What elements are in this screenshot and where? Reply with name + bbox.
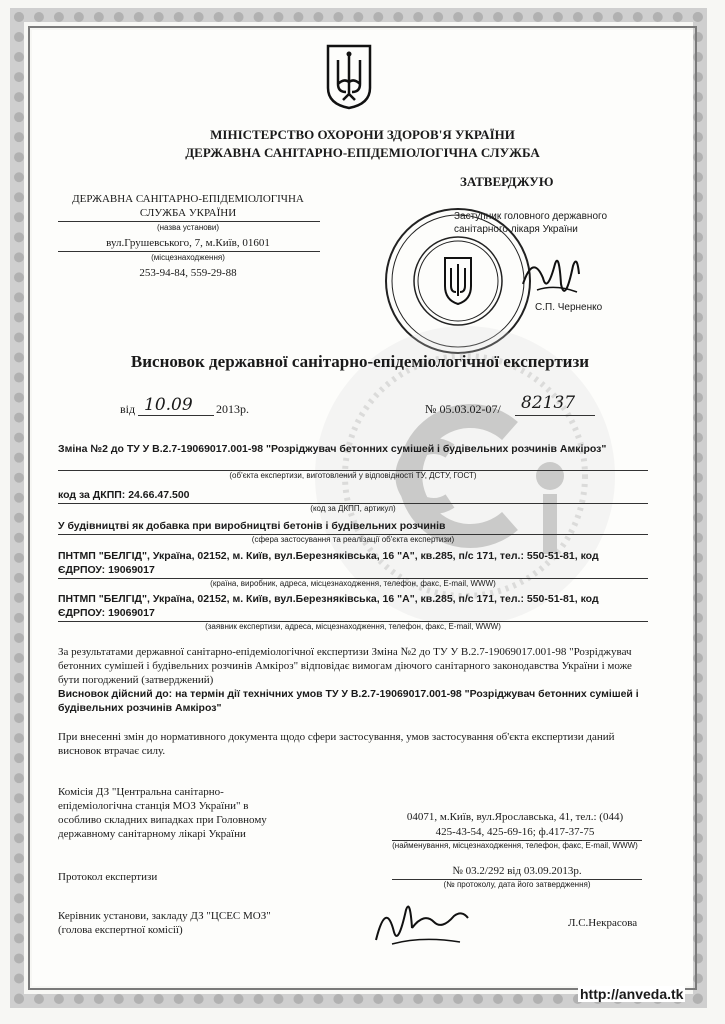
- protocol-label: Протокол експертизи: [58, 871, 158, 883]
- document-title: Висновок державної санітарно-епідеміологічної експертизи: [130, 352, 590, 371]
- protocol-caption: (№ протоколу, дата його затвердження): [443, 880, 591, 889]
- head-caption: (голова експертної комісії): [58, 924, 183, 936]
- head-signer: Л.С.Некрасова: [568, 917, 638, 929]
- issuer-address: вул.Грушевського, 7, м.Київ, 01601: [106, 237, 270, 249]
- commission-address-line2: 425-43-54, 425-69-16; ф.417-37-75: [435, 826, 595, 838]
- conclusion-paragraph: За результатами державної санітарно-епідеміологічної експертизи Зміна №2 до ТУ У В.2.7-19069017.001-98 "Розріджувач бетонних сумішей і будівельних розчинів Амкіроз" відповідає вимогам діючого санітарного законодавства України і може бути погоджений (затверджений): [58, 646, 632, 686]
- commission-line3: особливо складних випадках при Головному: [58, 814, 267, 826]
- commission-line4: державному санітарному лікарі України: [58, 828, 246, 840]
- approval-signature: [515, 244, 585, 314]
- issuer-phone: 253-94-84, 559-29-88: [139, 267, 237, 279]
- issuer-name-line1: ДЕРЖАВНА САНІТАРНО-ЕПІДЕМІОЛОГІЧНА: [72, 193, 304, 205]
- date-prefix: від: [120, 402, 136, 416]
- ministry-line2: ДЕРЖАВНА САНІТАРНО-ЕПІДЕМІОЛОГІЧНА СЛУЖБА: [185, 145, 540, 160]
- applicant: ПНТМП "БЕЛГІД", Україна, 02152, м. Київ, вул.Березняківська, 16 "А", кв.285, п/с 171, тел.: 550-51-81, код ЄДРПОУ: 19069017: [58, 593, 599, 619]
- producer: ПНТМП "БЕЛГІД", Україна, 02152, м. Київ, вул.Березняківська, 16 "А", кв.285, п/с 171, тел.: 550-51-81, код ЄДРПОУ: 19069017: [58, 550, 599, 576]
- approval-role-line1: Заступник головного державного: [454, 211, 608, 222]
- number-prefix: № 05.03.02-07/: [425, 402, 501, 416]
- issuer-name-caption: (назва установи): [156, 223, 220, 232]
- commission-line1: Комісія ДЗ "Центральна санітарно-: [58, 786, 224, 798]
- number-handwritten: 82137: [521, 393, 576, 413]
- footer-url[interactable]: http://anveda.tk: [580, 986, 684, 1002]
- coat-of-arms-icon: [326, 44, 372, 110]
- approval-signer: С.П. Черненко: [535, 302, 603, 313]
- date-year: 2013р.: [216, 402, 249, 416]
- commission-line2: епідеміологічна станція МОЗ України" в: [58, 800, 249, 812]
- object-of-expertise: Зміна №2 до ТУ У В.2.7-19069017.001-98 "Розріджувач бетонних сумішей і будівельних розчинів Амкіроз": [58, 443, 607, 455]
- producer-caption: (країна, виробник, адреса, місцезнаходження, телефон, факс, E-mail, WWW): [210, 579, 496, 588]
- date-handwritten: 10.09: [144, 395, 193, 415]
- commission-address-caption: (найменування, місцезнаходження, телефон, факс, E-mail, WWW): [392, 841, 638, 850]
- changes-paragraph: При внесенні змін до нормативного документа щодо сфери застосування, умов застосування об'єкта експертизи даний висновок втрачає силу.: [58, 731, 615, 757]
- ministry-line1: МІНІСТЕРСТВО ОХОРОНИ ЗДОРОВ'Я УКРАЇНИ: [210, 127, 515, 142]
- approval-title: ЗАТВЕРДЖУЮ: [460, 174, 554, 189]
- object-caption: (об'єкта експертизи, виготовлений у відповідності ТУ, ДСТУ, ГОСТ): [229, 471, 477, 480]
- validity-paragraph: Висновок дійсний до: на термін дії технічних умов ТУ У В.2.7-19069017.001-98 "Розріджувач бетонних сумішей і будівельних розчинів Амкіроз": [58, 688, 639, 714]
- usage-caption: (сфера застосування та реалізації об'єкта експертизи): [251, 535, 455, 544]
- usage-area: У будівництві як добавка при виробництві бетонів і будівельних розчинів: [58, 520, 446, 532]
- commission-address-line1: 04071, м.Київ, вул.Ярославська, 41, тел.: (044): [406, 811, 624, 823]
- dkpp-code: код за ДКПП: 24.66.47.500: [58, 489, 190, 501]
- issuer-name-line2: СЛУЖБА УКРАЇНИ: [139, 207, 237, 219]
- dkpp-caption: (код за ДКПП, артикул): [310, 504, 396, 513]
- applicant-caption: (заявник експертизи, адреса, місцезнаходження, телефон, факс, E-mail, WWW): [205, 622, 501, 631]
- issuer-address-caption: (місцезнаходження): [151, 253, 225, 262]
- approval-role-line2: санітарного лікаря України: [454, 224, 578, 235]
- head-title: Керівник установи, закладу ДЗ "ЦСЕС МОЗ": [58, 910, 271, 922]
- head-signature: [372, 892, 472, 952]
- protocol-number: № 03.2/292 від 03.09.2013р.: [452, 865, 582, 877]
